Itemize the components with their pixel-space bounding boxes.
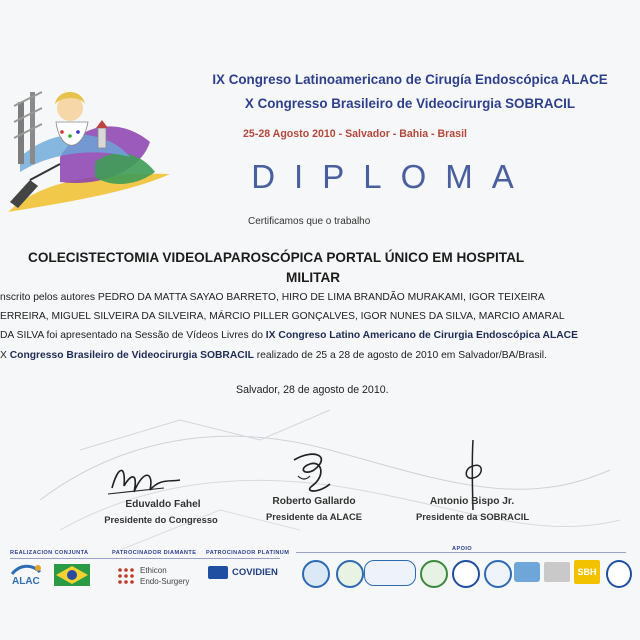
apoio-logo-3: [364, 560, 416, 586]
alace-logo: [8, 562, 50, 590]
apoio-logo-1: [302, 560, 330, 588]
footer-divider-right: [296, 552, 626, 553]
diploma-title: DIPLOMA: [251, 158, 533, 195]
covidien-icon: [208, 566, 228, 579]
signature-name-3: Antonio Bispo Jr.: [429, 496, 515, 507]
signature-role-1: Presidente do Congresso: [104, 514, 218, 525]
sbh-logo: [574, 560, 600, 584]
signature-gallardo: [284, 446, 340, 500]
body-line3-congress: IX Congreso Latino Americano de Cirurgia Endoscópica ALACE: [265, 330, 578, 341]
body-line4-text: realizado de 25 a 28 de agosto de 2010 em Salvador/BA/Brasil.: [253, 350, 547, 361]
body-line3-text: DA SILVA foi apresentado na Sessão de Vídeos Livres do: [0, 330, 266, 341]
signature-role-2: Presidente da ALACE: [265, 511, 363, 522]
work-title-line1: COLECISTECTOMIA VIDEOLAPAROSCÓPICA PORTAL ÚNICO EM HOSPITAL: [28, 250, 525, 265]
realizacion-label: REALIZACION CONJUNTA: [10, 550, 89, 556]
place-date: Salvador, 28 de agosto de 2010.: [236, 384, 389, 396]
covidien-logo-text: COVIDIEN: [232, 567, 278, 578]
footer-divider-left: [10, 558, 280, 559]
patrocinador-platina-label: PATROCINADOR PLATINUM: [206, 550, 290, 556]
work-title-line2: MILITAR: [286, 270, 341, 285]
signature-name-2: Roberto Gallardo: [272, 496, 356, 507]
apoio-logo-8: [544, 562, 570, 582]
congress-date-location: 25-28 Agosto 2010 - Salvador - Bahia - Brasil: [243, 128, 467, 140]
ethicon-line1: Ethicon: [140, 566, 167, 575]
sbh-logo-text: SBH: [577, 567, 597, 577]
body-line4-prefix: X: [0, 350, 10, 361]
body-line3: [0, 330, 578, 342]
congress-logo: [0, 62, 180, 232]
patrocinador-diamante-label: PATROCINADOR DIAMANTE: [112, 550, 197, 556]
apoio-logo-7: [514, 562, 540, 582]
signature-name-1: Eduvaldo Fahel: [125, 499, 201, 510]
body-line4-congress: Congresso Brasileiro de Videocirurgia SOBRACIL: [9, 350, 254, 361]
ethicon-icon: [116, 566, 136, 586]
apoio-logo-9: [606, 560, 632, 588]
body-line1: nscrito pelos autores PEDRO DA MATTA SAYAO BARRETO, HIRO DE LIMA BRANDÃO MURAKAMI, IGOR TEIXEIRA: [0, 292, 545, 303]
body-line4: [0, 350, 547, 362]
signature-fahel: [104, 458, 184, 502]
sobracil-logo: [54, 562, 90, 588]
apoio-label: APOIO: [452, 546, 473, 552]
apoio-logo-6: [484, 560, 512, 588]
apoio-logo-4: [420, 560, 448, 588]
apoio-logo-2: [336, 560, 364, 588]
congress-title-line1: IX Congreso Latinoamericano de Cirugía Endoscópica ALACE: [212, 72, 608, 87]
certify-text: Certificamos que o trabalho: [248, 216, 371, 227]
apoio-logo-5: [452, 560, 480, 588]
signature-role-3: Presidente da SOBRACIL: [416, 511, 530, 522]
congress-title-line2: X Congresso Brasileiro de Videocirurgia SOBRACIL: [244, 96, 576, 111]
ethicon-line2: Endo-Surgery: [140, 577, 190, 586]
body-line2: ERREIRA, MIGUEL SILVEIRA DA SILVEIRA, MÁRCIO PILLER GONÇALVES, IGOR NUNES DA SILVA, MARCIO AMARAL: [0, 311, 565, 322]
alace-logo-text: ALAC: [12, 576, 40, 587]
